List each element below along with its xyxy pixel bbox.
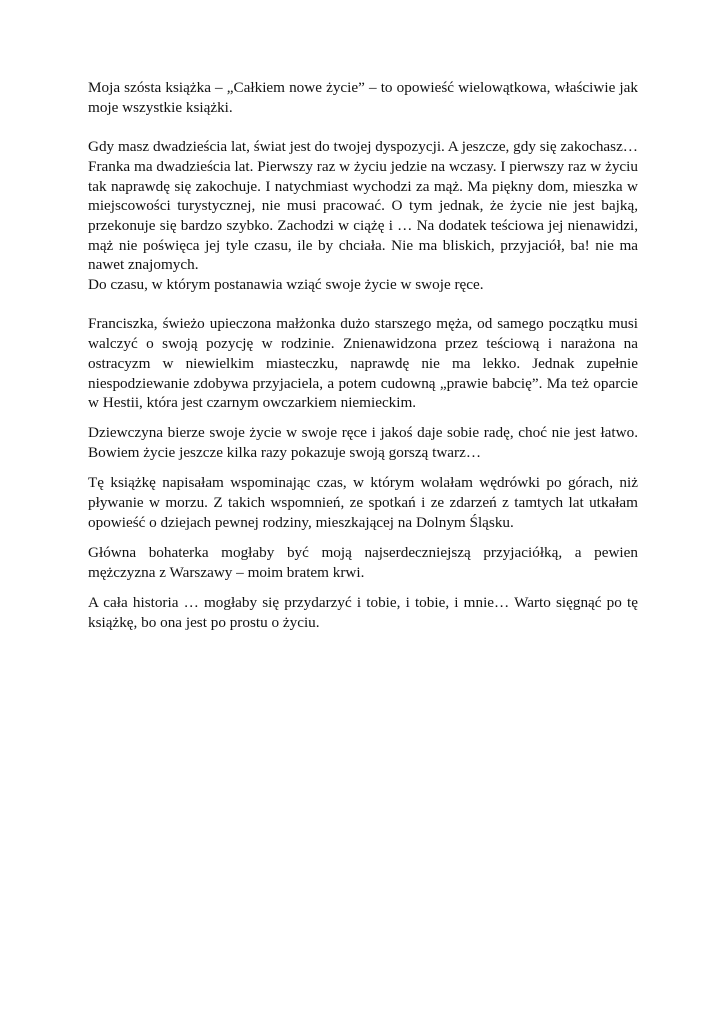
paragraph-franciszka: Franciszka, świeżo upieczona małżonka dużo starszego męża, od samego początku musi walczyć o swoją pozycję w rodzinie. Znienawidzona przez teściową i narażona na ostracyzm w niewielkim miasteczku, naprawdę nie ma lekko. Jednak zupełnie niespodziewanie zdobywa przyjaciela, a potem cudowną „prawie babcię”. Ma też oparcie w Hestii, która jest czarnym owczarkiem niemieckim.: [88, 315, 638, 412]
paragraph-dziewczyna: Dziewczyna bierze swoje życie w swoje ręce i jakoś daje sobie radę, choć nie jest łatwo. Bowiem życie jeszcze kilka razy pokazuje swoją gorszą twarz…: [88, 424, 638, 462]
paragraph-bohaterka: Główna bohaterka mogłaby być moją najserdeczniejszą przyjaciółką, a pewien mężczyzna z Warszawy – moim bratem krwi.: [88, 543, 638, 581]
paragraph-intro: Moja szósta książka – „Całkiem nowe życie” – to opowieść wielowątkowa, właściwie jak moje wszystkie książki.: [88, 79, 638, 116]
paragraph-historia: A cała historia … mogłaby się przydarzyć i tobie, i tobie, i mnie… Warto sięgnąć po tę książkę, bo ona jest po prostu o życiu.: [88, 593, 638, 631]
paragraph-wspomnienia: Tę książkę napisałam wspominając czas, w którym wolałam wędrówki po górach, niż pływanie w morzu. Z takich wspomnień, ze spotkań i ze zdarzeń z tamtych lat utkałam opowieść o dziejach pewnej rodziny, mieszkającej na Dolnym Śląsku.: [88, 474, 638, 531]
paragraph-franka: Gdy masz dwadzieścia lat, świat jest do twojej dyspozycji. A jeszcze, gdy się zakochasz… Franka ma dwadzieścia lat. Pierwszy raz w życiu jedzie na wczasy. I pierwszy raz w życiu tak naprawdę się zakochuje. I natychmiast wychodzi za mąż. Ma piękny dom, mieszka w miejscowości turystycznej, nie musi pracować. O tym jednak, że życie nie jest bajką, przekonuje się bardzo szybko. Zachodzi w ciążę i … Na dodatek teściowa jej nienawidzi, mąż nie poświęca jej tyle czasu, ile by chciała. Nie ma bliskich, przyjaciół, ba! nie ma nawet znajomych. Do czasu, w którym postanawia wziąć swoje życie w swoje ręce.: [88, 138, 638, 294]
document-page: [88, 78, 638, 632]
